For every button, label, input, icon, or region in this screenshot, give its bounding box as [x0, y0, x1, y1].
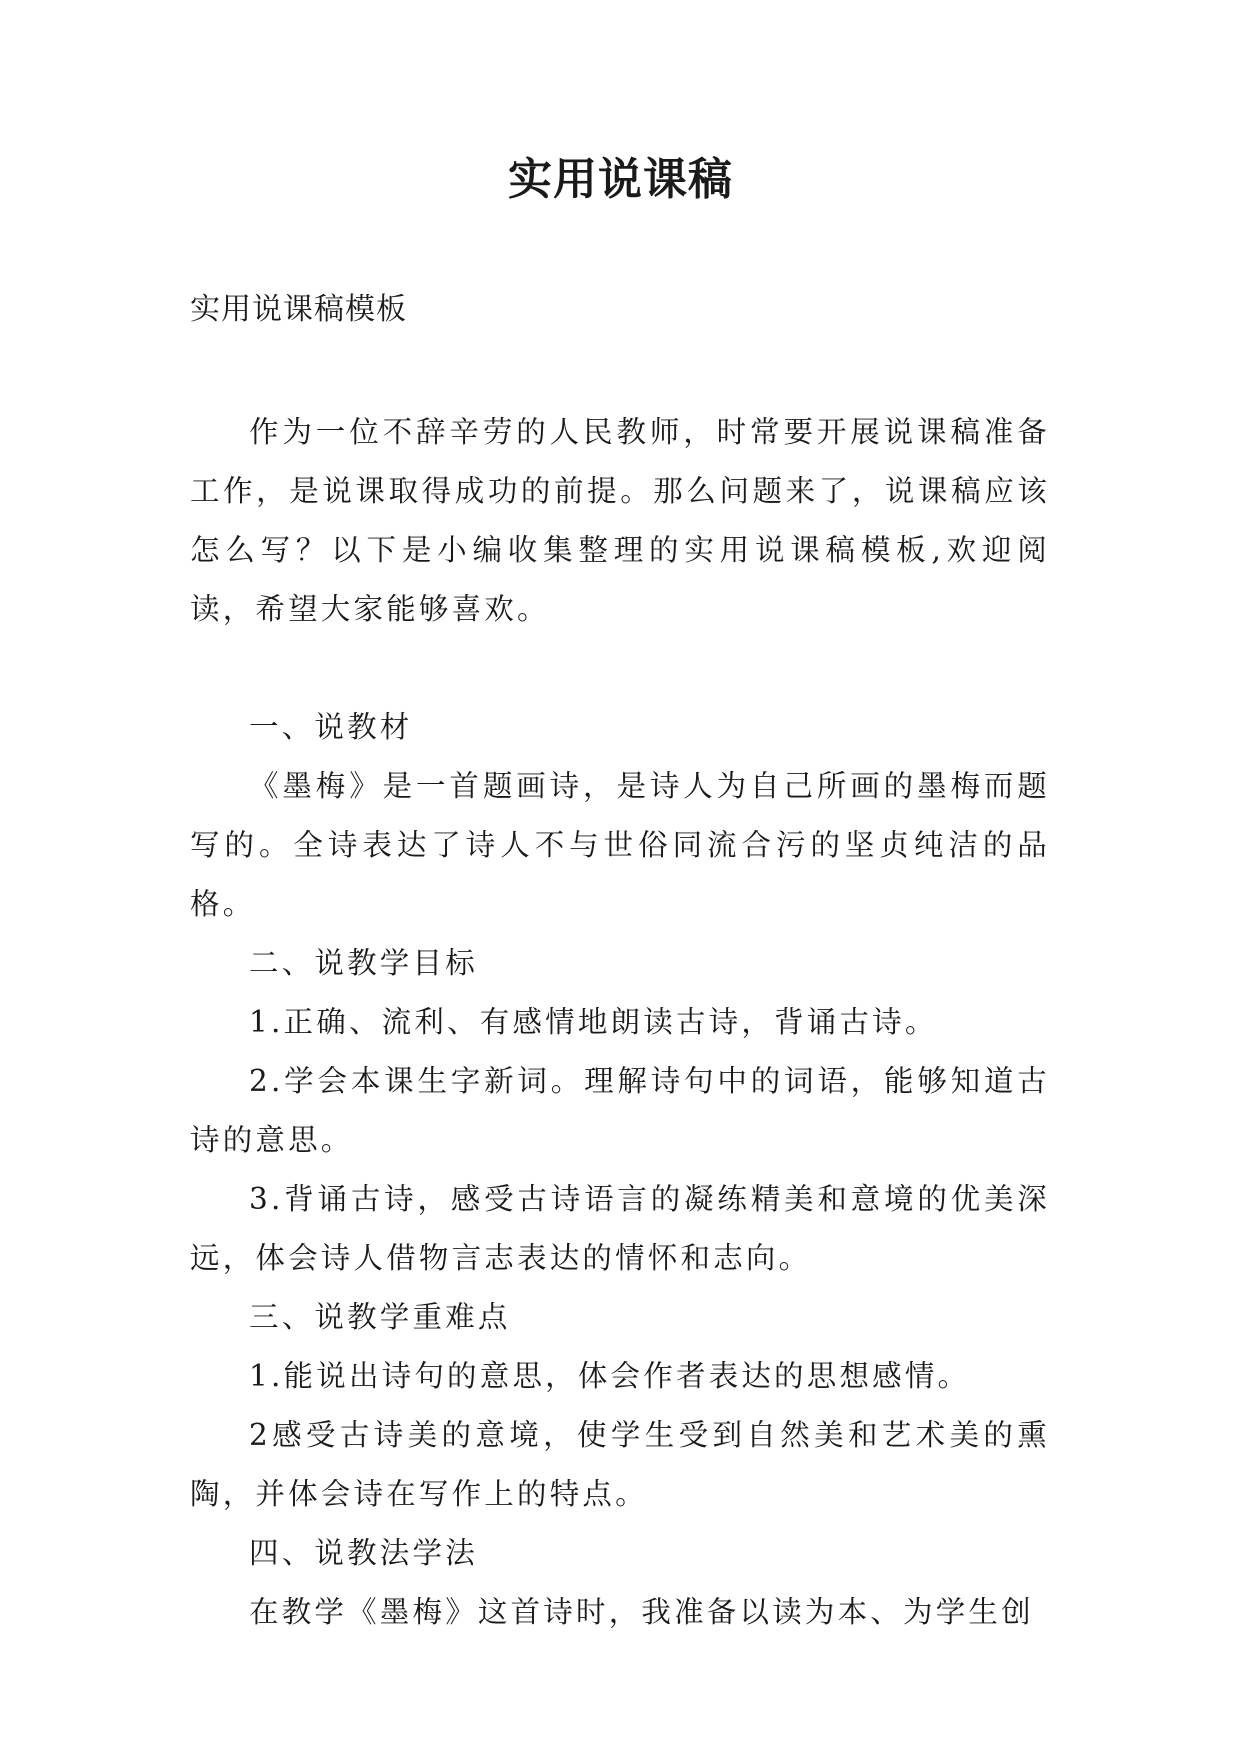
section-heading: 三、说教学重难点: [249, 1300, 511, 1334]
list-item: 3.背诵古诗，感受古诗语言的凝练精美和意境的优美深远，体会诗人借物言志表达的情怀和志向。: [190, 1182, 1050, 1275]
body-paragraph: 《墨梅》是一首题画诗，是诗人为自己所画的墨梅而题写的。全诗表达了诗人不与世俗同流合污的坚贞纯洁的品格。: [190, 769, 1050, 921]
section-heading: 四、说教法学法: [249, 1536, 478, 1570]
list-item: 1.能说出诗句的意思，体会作者表达的思想感情。: [249, 1359, 971, 1393]
body-paragraph: 在教学《墨梅》这首诗时，我准备以读为本、为学生创: [249, 1595, 1034, 1629]
document-subtitle: 实用说课稿模板: [190, 292, 407, 327]
paragraph-spacer: [190, 639, 1050, 698]
intro-paragraph: 作为一位不辞辛劳的人民教师，时常要开展说课稿准备工作，是说课取得成功的前提。那么问题来了，说课稿应该怎么写？以下是小编收集整理的实用说课稿模板,欢迎阅读，希望大家能够喜欢。: [190, 415, 1050, 626]
list-item: 2感受古诗美的意境，使学生受到自然美和艺术美的熏陶，并体会诗在写作上的特点。: [190, 1418, 1050, 1511]
list-item: 1.正确、流利、有感情地朗读古诗，背诵古诗。: [249, 1005, 938, 1039]
document-body: [190, 403, 1050, 1642]
list-item: 2.学会本课生字新词。理解诗句中的词语，能够知道古诗的意思。: [190, 1064, 1050, 1157]
document-title: 实用说课稿: [508, 154, 733, 205]
section-heading: 二、说教学目标: [249, 946, 478, 980]
section-heading: 一、说教材: [249, 710, 413, 744]
